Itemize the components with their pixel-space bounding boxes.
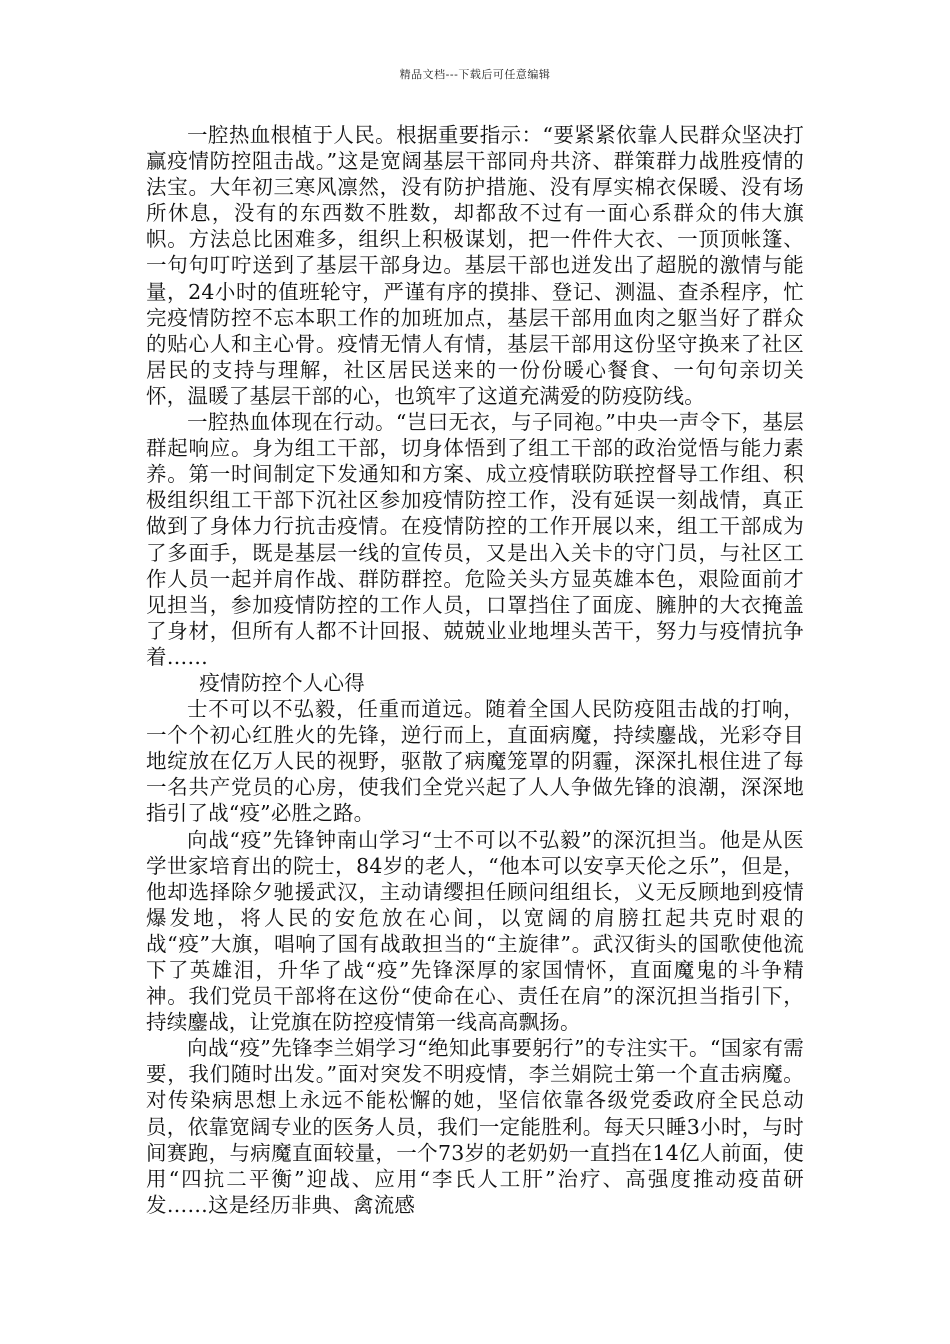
section-title: 疫情防控个人心得: [199, 670, 365, 695]
paragraph: 一腔热血根植于人民。根据重要指示：“要紧紧依靠人民群众坚决打赢疫情防控阻击战。”这是宽阔基层干部同舟共济、群策群力战胜疫情的法宝。大年初三寒风凛然，没有防护措施、没有厚实棉衣保暖、没有场所休息，没有的东西数不胜数，却都敌不过有一面心系群众的伟大旗帜。方法总比困难多，组织上积极谋划，把一件件大衣、一顶顶帐篷、一句句叮咛送到了基层干部身边。基层干部也迸发出了超脱的激情与能量，24小时的值班轮守，严谨有序的摸排、登记、测温、查杀程序，忙完疫情防控不忘本职工作的加班加点，基层干部用血肉之躯当好了群众的贴心人和主心骨。疫情无情人有情，基层干部用这份坚守换来了社区居民的支持与理解，社区居民送来的一份份暖心餐食、一句句亲切关怀，温暖了基层干部的心，也筑牢了这道充满爱的防疫防线。: [146, 123, 804, 408]
document-body: [146, 122, 804, 1218]
paragraph: 向战“疫”先锋钟南山学习“士不可以不弘毅”的深沉担当。他是从医学世家培育出的院士，84岁的老人，“他本可以安享天伦之乐”，但是，他却选择除夕驰援武汉，主动请缨担任顾问组组长，义无反顾地到疫情爆发地，将人民的安危放在心间，以宽阔的肩膀扛起共克时艰的战“疫”大旗，唱响了国有战敢担当的“主旋律”。武汉街头的国歌使他流下了英雄泪，升华了战“疫”先锋深厚的家国情怀，直面魔鬼的斗争精神。我们党员干部将在这份“使命在心、责任在肩”的深沉担当指引下，持续鏖战，让党旗在防控疫情第一线高高飘扬。: [146, 827, 804, 1035]
paragraph: 一腔热血体现在行动。“岂曰无衣，与子同袍。”中央一声令下，基层群起响应。身为组工干部，切身体悟到了组工干部的政治觉悟与能力素养。第一时间制定下发通知和方案、成立疫情联防联控督导工作组、积极组织组工干部下沉社区参加疫情防控工作，没有延误一刻战情，真正做到了身体力行抗击疫情。在疫情防控的工作开展以来，组工干部成为了多面手，既是基层一线的宣传员，又是出入关卡的守门员，与社区工作人员一起并肩作战、群防群控。危险关头方显英雄本色，艰险面前才见担当，参加疫情防控的工作人员，口罩挡住了面庞、臃肿的大衣掩盖了身材，但所有人都不计回报、兢兢业业地埋头苦干，努力与疫情抗争着……: [146, 410, 804, 669]
paragraph: 士不可以不弘毅，任重而道远。随着全国人民防疫阻击战的打响，一个个初心红胜火的先锋，逆行而上，直面病魔，持续鏖战，光彩夺目地绽放在亿万人民的视野，驱散了病魔笼罩的阴霾，深深扎根住进了每一名共产党员的心房，使我们全党兴起了人人争做先锋的浪潮，深深地指引了战“疫”必胜之路。: [146, 697, 804, 826]
page-header: 精品文档---下载后可任意编辑: [399, 68, 551, 81]
paragraph: 向战“疫”先锋李兰娟学习“绝知此事要躬行”的专注实干。“国家有需要，我们随时出发。”面对突发不明疫情，李兰娟院士第一个直击病魔。对传染病思想上永远不能松懈的她，坚信依靠各级党委政府全民总动员，依靠宽阔专业的医务人员，我们一定能胜利。每天只睡3小时，与时间赛跑，与病魔直面较量，一个73岁的老奶奶一直挡在14亿人前面，使用“四抗二平衡”迎战、应用“李氏人工肝”治疗、高强度推动疫苗研发……这是经历非典、禽流感: [146, 1036, 804, 1217]
